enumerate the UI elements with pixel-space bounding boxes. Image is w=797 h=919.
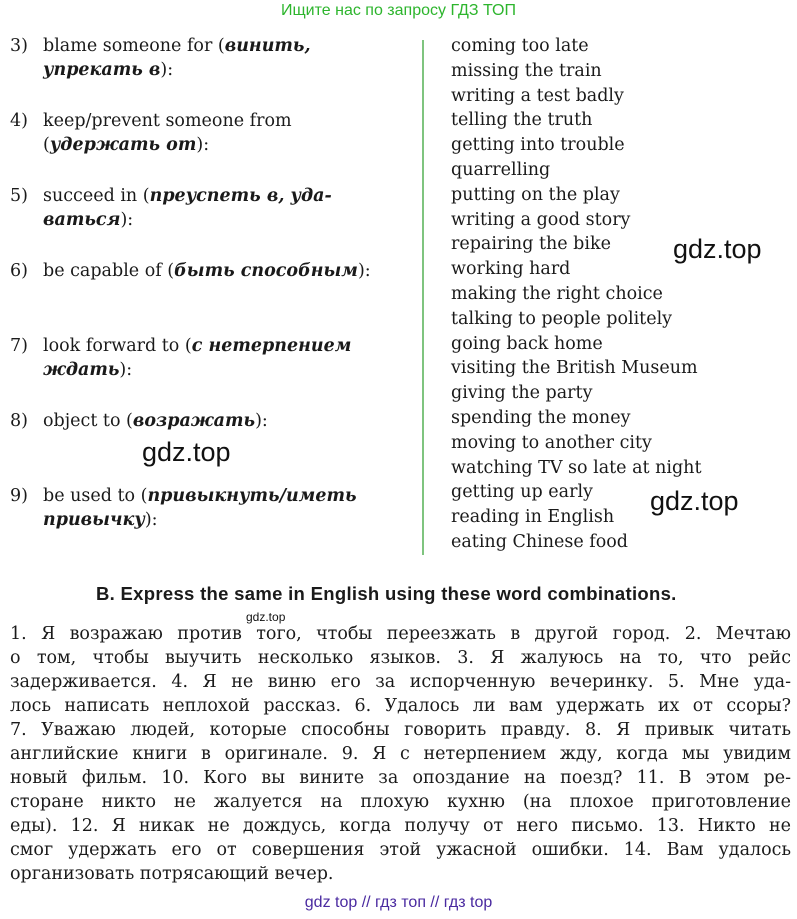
section-heading: B. Express the same in English using these word combinations. [96,583,677,604]
entry-7: 7) look forward to (с нетерпением ждать): [10,336,352,380]
phrase-item: eating Chinese food [451,531,628,552]
phrase-item: talking to people politely [451,308,673,329]
paragraph-line: задерживается. 4. Я не виню его за испорченную вечеринку. 5. Мне уда- [10,672,791,692]
phrase-item: repairing the bike [451,234,611,255]
watermark: gdz.top [650,486,739,516]
phrase-item: writing a good story [451,209,631,230]
phrase-item: giving the party [451,383,593,404]
entry-4: 4) keep/prevent someone from (удержать от): [10,111,292,155]
entry-6: 6) be capable of (быть способным): [10,261,371,281]
phrase-item: visiting the British Museum [451,358,698,379]
paragraph-line: организовать потрясающий вечер. [10,864,334,884]
paragraph-line: смог удержать его от совершения этой ужасной ошибки. 14. Вам удалось [10,840,791,860]
paragraph-line: еды). 12. Я никак не дождусь, когда получу от него письмо. 13. Никто не [10,816,791,836]
exercise-paragraph [10,622,791,886]
watermark: gdz.top [142,437,231,467]
phrase-item: coming too late [451,36,589,56]
column-divider [422,40,424,555]
phrase-item: reading in English [451,507,615,528]
phrase-item: making the right choice [451,283,663,304]
phrase-item: quarrelling [451,159,551,180]
paragraph-line: английские книги в оригинале. 9. Я с нетерпением жду, когда мы увидим [10,744,791,764]
entry-9: 9) be used to (привыкнуть/иметь привычку): [10,486,357,530]
entry-number: 3) [10,36,28,56]
watermark: gdz.top [673,234,762,264]
phrase-item: getting up early [451,482,593,503]
entry-number: 4) [10,111,28,131]
entry-number: 5) [10,186,28,206]
top-banner: Ищите нас по запросу ГДЗ ТОП [281,2,516,19]
paragraph-line: о том, чтобы выучить несколько языков. 3. Я жалуюсь на то, что рейс [10,648,791,668]
phrase-list [451,34,791,555]
phrase-item: watching TV so late at night [451,457,702,478]
watermark: gdz.top [246,610,286,624]
phrase-item: going back home [451,333,603,354]
paragraph-line: сторане никто не жалуется на плохую кухню (на плохое приготовление [10,792,791,812]
phrase-item: putting on the play [451,184,620,205]
paragraph-line: 7. Уважаю людей, которые способны говорить правду. 8. Я привык читать [10,720,791,740]
entry-number: 7) [10,336,28,356]
phrase-item: telling the truth [451,110,593,131]
entry-3: 3) blame someone for (винить, упрекать в): [10,36,311,80]
paragraph-line: 1. Я возражаю против того, чтобы переезжать в другой город. 2. Мечтаю [10,624,791,644]
paragraph-line: лось написать неплохой рассказ. 6. Удалось ли вам удержать их от ссоры? [10,696,791,716]
paragraph-line: новый фильм. 10. Кого вы вините за опоздание на поезд? 11. В этом ре- [10,768,791,788]
entry-number: 8) [10,411,28,431]
entry-number: 6) [10,261,28,281]
bottom-banner: gdz top // гдз топ // гдз top [304,894,493,911]
entry-5: 5) succeed in (преуспеть в, уда- ваться): [10,186,332,230]
phrase-item: spending the money [451,407,631,428]
phrase-item: writing a test badly [451,85,624,106]
phrase-item: moving to another city [451,432,652,453]
entry-8: 8) object to (возражать): [10,411,268,431]
phrase-item: getting into trouble [451,135,625,156]
entry-number: 9) [10,486,28,506]
phrase-item: working hard [451,259,571,280]
phrase-item: missing the train [451,60,602,81]
